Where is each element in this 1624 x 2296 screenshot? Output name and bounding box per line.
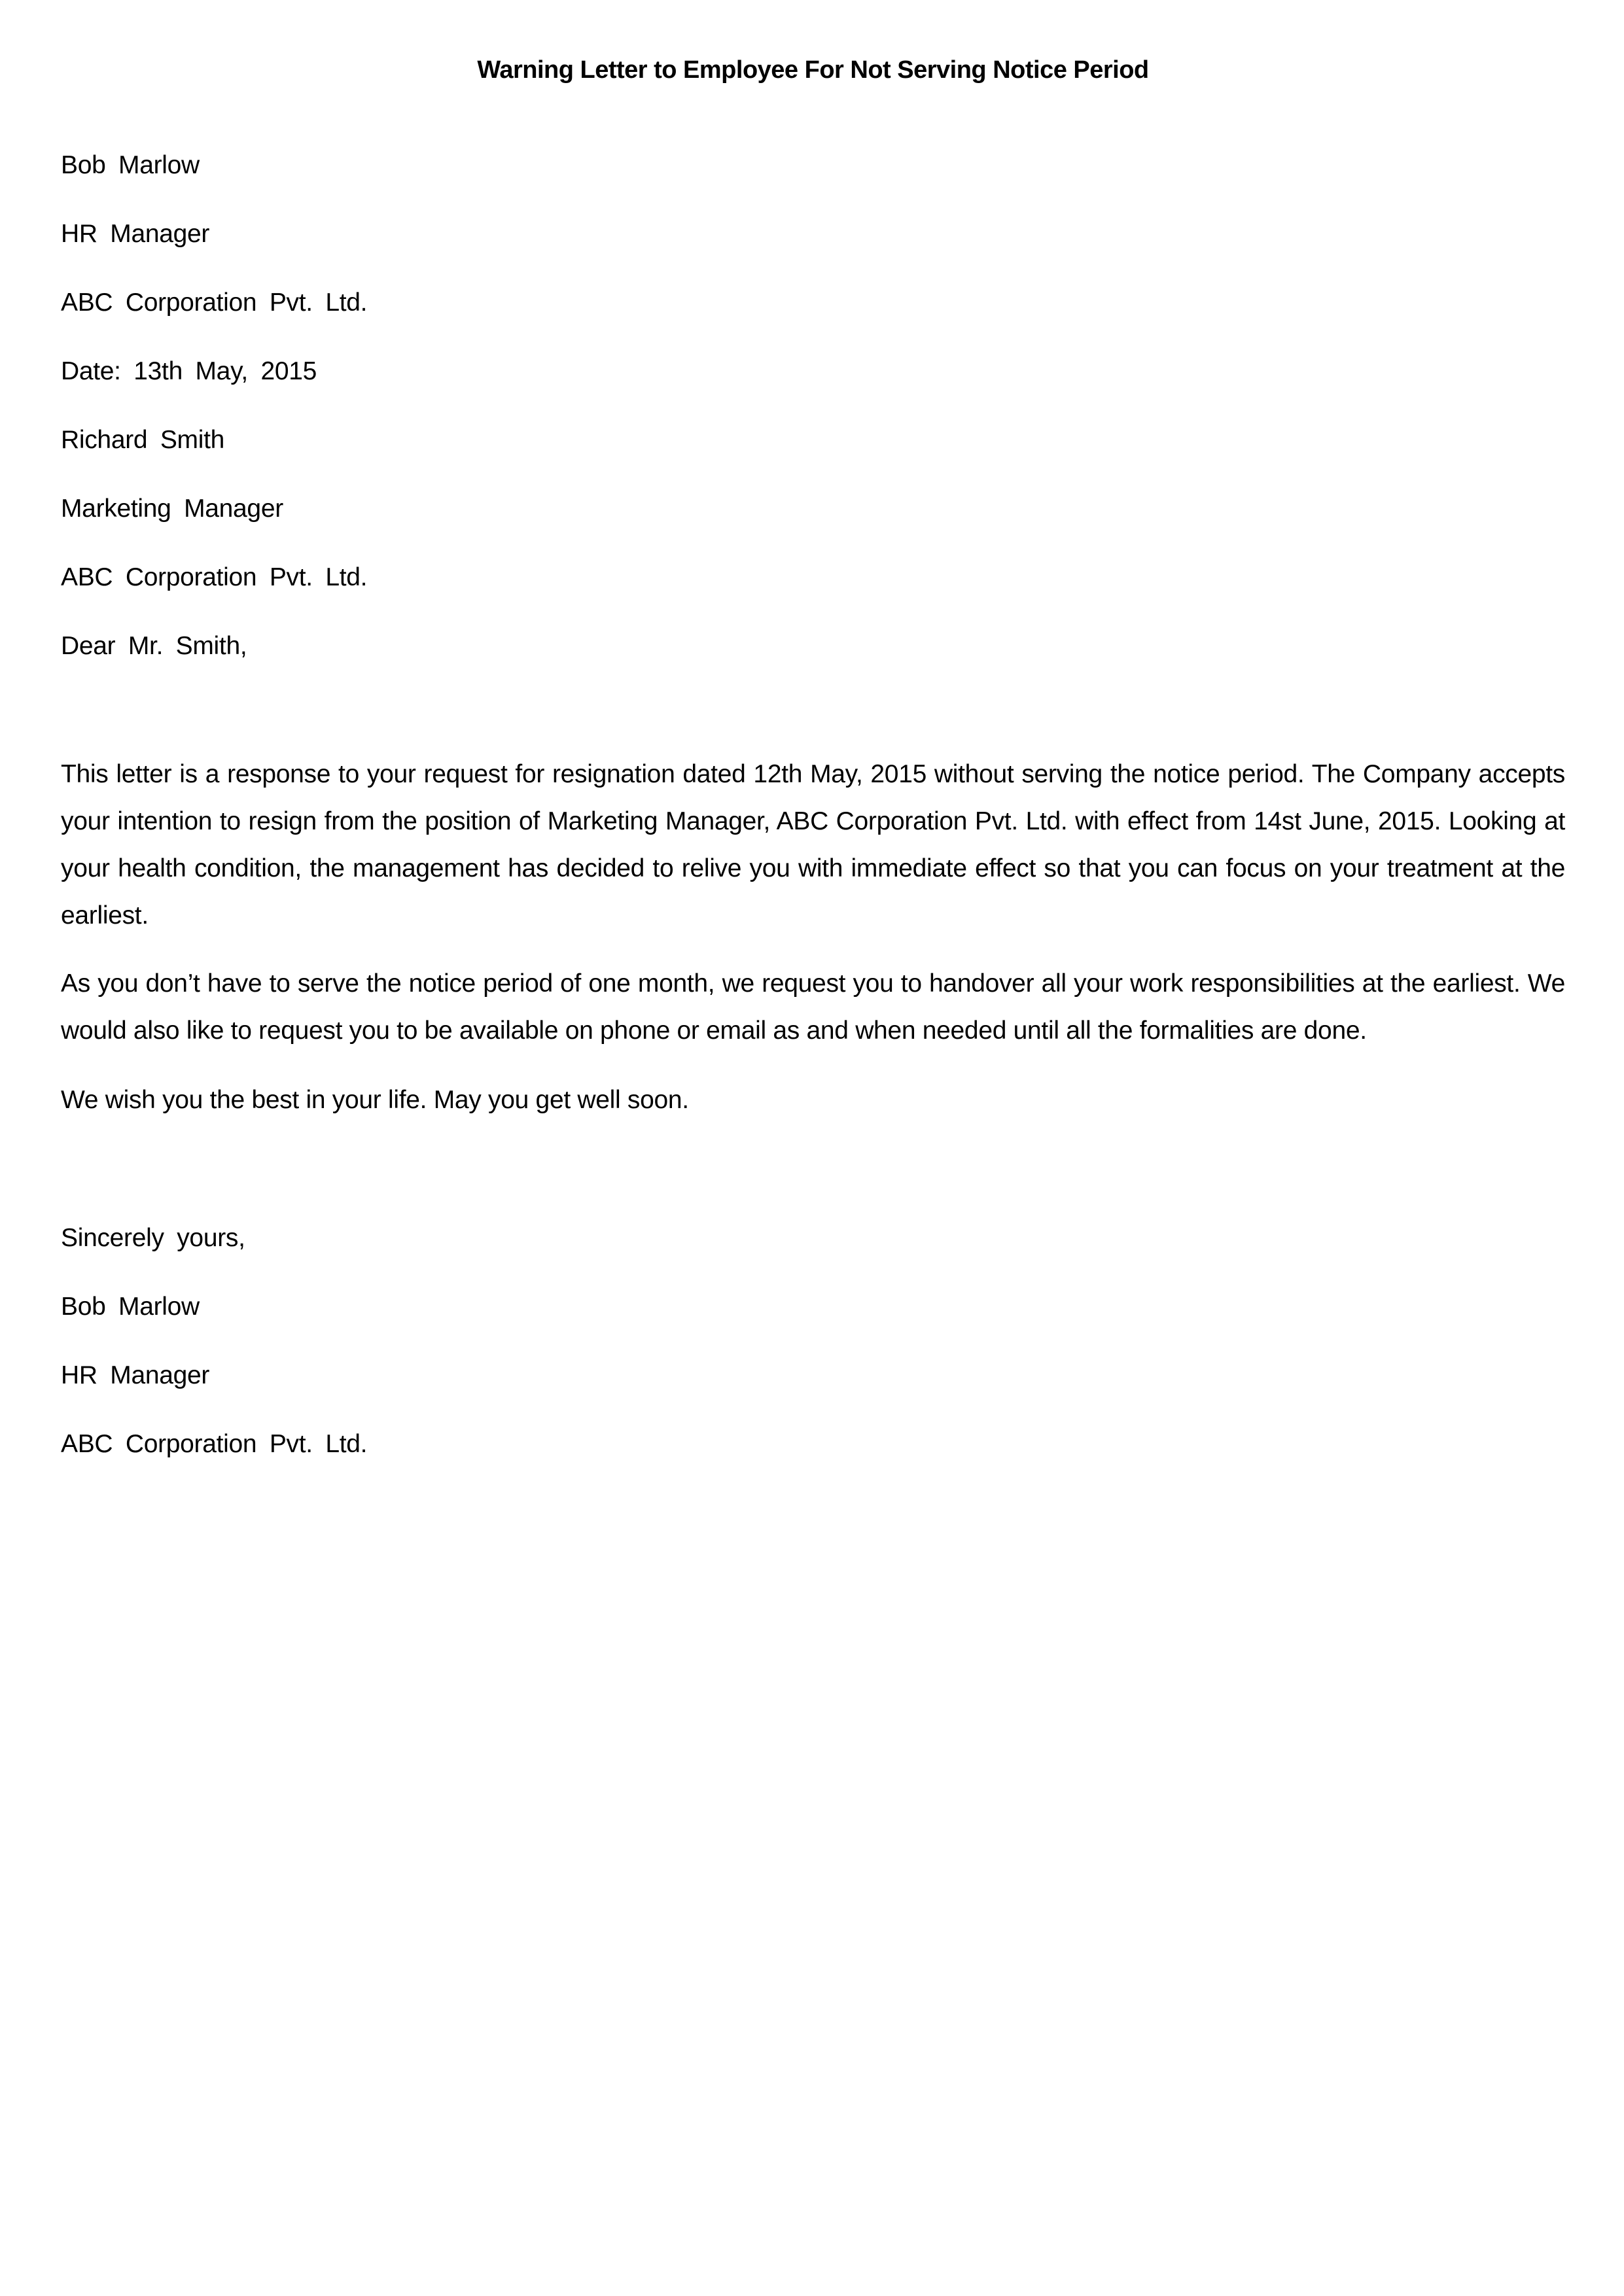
salutation: Dear Mr. Smith,: [61, 632, 247, 660]
body-paragraph-handover-request: As you don’t have to serve the notice period of one month, we request you to handover all your work responsibilities at the earliest. We would also like to request you to be available on phone or email as and when needed until all the formalities are done.: [61, 969, 1565, 1045]
recipient-name: Richard Smith: [61, 426, 225, 454]
letter-closing: [61, 1204, 1565, 1478]
valediction: Sincerely yours,: [61, 1224, 245, 1252]
recipient-company: ABC Corporation Pvt. Ltd.: [61, 563, 368, 591]
letter-header: [61, 131, 1565, 680]
body-paragraph-well-wishes: We wish you the best in your life. May you get well soon.: [61, 1086, 689, 1114]
body-paragraph-resignation-acceptance: This letter is a response to your request for resignation dated 12th May, 2015 without serving the notice period. The Company accepts your intention to resign from the position of Marketing Manager, ABC Corporation Pvt. Ltd. with effect from 14st June, 2015. Looking at your health condition, the management has decided to relive you with immediate effect so that you can focus on your treatment at the earliest.: [61, 760, 1565, 930]
sender-name: Bob Marlow: [61, 151, 200, 179]
signature-company: ABC Corporation Pvt. Ltd.: [61, 1430, 368, 1458]
signature-role: HR Manager: [61, 1361, 210, 1389]
signature-name: Bob Marlow: [61, 1293, 200, 1321]
recipient-role: Marketing Manager: [61, 495, 283, 523]
letter-content: [0, 54, 1624, 1478]
sender-role: HR Manager: [61, 220, 210, 248]
sender-company: ABC Corporation Pvt. Ltd.: [61, 288, 368, 317]
letter-date: Date: 13th May, 2015: [61, 357, 317, 385]
letter-title: Warning Letter to Employee For Not Serving Notice Period: [477, 56, 1149, 84]
